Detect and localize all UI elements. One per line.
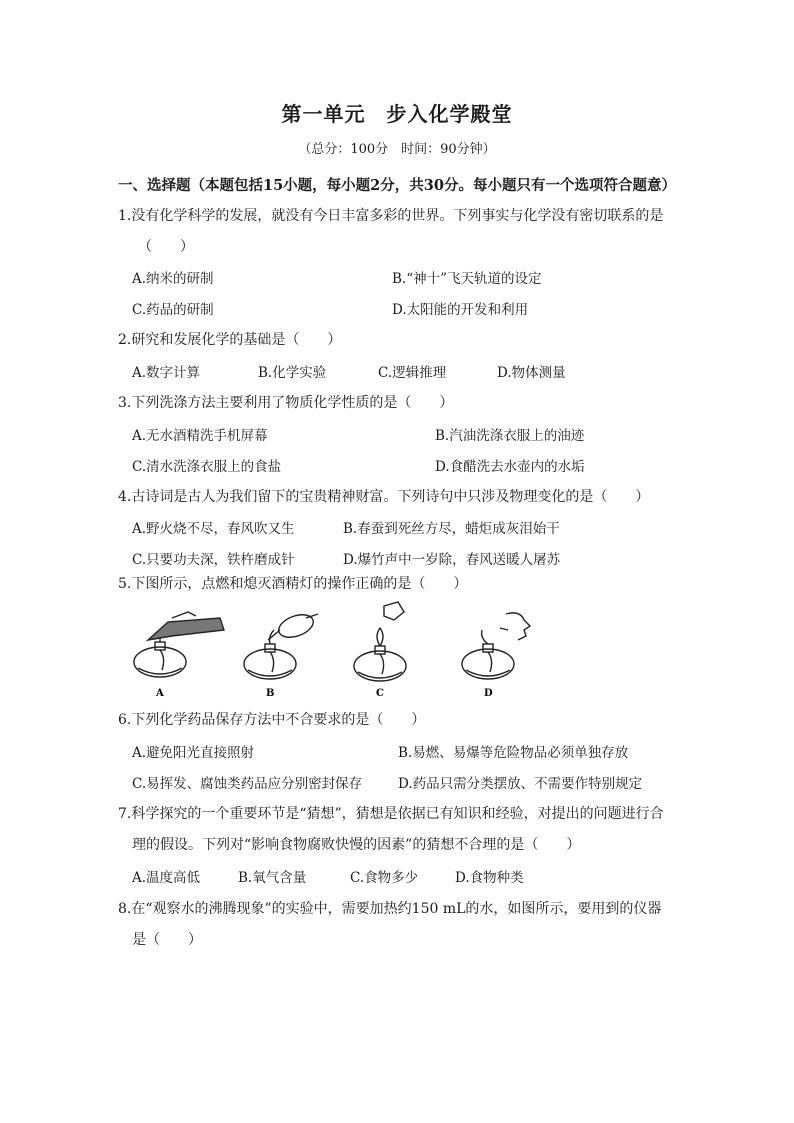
figure-label-b: B bbox=[266, 688, 275, 699]
figure-a-lamp-icon bbox=[134, 612, 224, 677]
question-4-stem: 4.古诗词是古人为我们留下的宝贵精神财富。下列诗句中只涉及物理变化的是（ ） bbox=[118, 489, 650, 505]
question-6-option-a: A.避免阳光直接照射 bbox=[132, 745, 255, 761]
figure-c-lamp-icon bbox=[354, 602, 406, 681]
question-8-stem-line1: 8.在“观察水的沸腾现象”的实验中，需要加热约150 mL的水，如图所示，要用到的仪器 bbox=[118, 901, 662, 917]
question-1-stem-line2: （ ） bbox=[138, 239, 194, 255]
question-7-stem-line2: 理的假设。下列对“影响食物腐败快慢的因素”的猜想不合理的是（ ） bbox=[132, 837, 581, 853]
question-6-stem: 6.下列化学药品保存方法中不合要求的是（ ） bbox=[118, 712, 426, 728]
question-3-option-a: A.无水酒精洗手机屏幕 bbox=[132, 428, 268, 444]
question-6-option-c: C.易挥发、腐蚀类药品应分别密封保存 bbox=[132, 776, 363, 792]
question-3-option-d: D.食醋洗去水壶内的水垢 bbox=[435, 459, 585, 475]
question-6-option-d: D.药品只需分类摆放、不需要作特别规定 bbox=[398, 776, 643, 792]
question-1-option-a: A.纳米的研制 bbox=[132, 271, 214, 287]
figure-label-c: C bbox=[376, 688, 384, 699]
question-1-option-b: B.“神十”飞天轨道的设定 bbox=[392, 271, 542, 287]
question-2-option-b: B.化学实验 bbox=[258, 365, 327, 381]
question-3-stem: 3.下列洗涤方法主要利用了物质化学性质的是（ ） bbox=[118, 395, 454, 411]
section-heading: 一、选择题（本题包括15小题，每小题2分，共30分。每小题只有一个选项符合题意） bbox=[118, 177, 676, 194]
question-7-option-a: A.温度高低 bbox=[132, 870, 201, 886]
alcohol-lamp-figure bbox=[128, 600, 538, 700]
question-7-option-c: C.食物多少 bbox=[350, 870, 419, 886]
question-7-option-d: D.食物种类 bbox=[455, 870, 524, 886]
figure-d-lamp-icon bbox=[462, 613, 530, 679]
question-1-stem-line1: 1.没有化学科学的发展，就没有今日丰富多彩的世界。下列事实与化学没有密切联系的是 bbox=[118, 208, 664, 224]
page-subtitle: （总分：100分 时间：90分钟） bbox=[298, 142, 496, 157]
figure-label-d: D bbox=[484, 688, 493, 699]
figure-label-a: A bbox=[156, 688, 164, 699]
question-2-stem: 2.研究和发展化学的基础是（ ） bbox=[118, 332, 342, 348]
question-2-option-a: A.数字计算 bbox=[132, 365, 201, 381]
question-1-option-c: C.药品的研制 bbox=[132, 302, 214, 318]
question-2-option-d: D.物体测量 bbox=[497, 365, 566, 381]
question-4-option-c: C.只要功夫深，铁杵磨成针 bbox=[132, 552, 295, 568]
question-1-option-d: D.太阳能的开发和利用 bbox=[392, 302, 529, 318]
question-4-option-d: D.爆竹声中一岁除，春风送暖人屠苏 bbox=[343, 552, 561, 568]
figure-b-lamp-icon bbox=[244, 610, 318, 679]
question-3-option-b: B.汽油洗涤衣服上的油迹 bbox=[435, 428, 585, 444]
question-4-option-b: B.春蚕到死丝方尽，蜡炬成灰泪始干 bbox=[343, 521, 560, 537]
question-6-option-b: B.易燃、易爆等危险物品必须单独存放 bbox=[398, 745, 629, 761]
question-7-stem-line1: 7.科学探究的一个重要环节是“猜想”，猜想是依据已有知识和经验，对提出的问题进行合 bbox=[118, 806, 664, 822]
question-7-option-b: B.氧气含量 bbox=[238, 870, 307, 886]
question-4-option-a: A.野火烧不尽，春风吹又生 bbox=[132, 521, 295, 537]
page-title: 第一单元 步入化学殿堂 bbox=[281, 102, 513, 126]
question-3-option-c: C.清水洗涤衣服上的食盐 bbox=[132, 459, 282, 475]
question-2-option-c: C.逻辑推理 bbox=[378, 365, 447, 381]
question-5-stem: 5.下图所示，点燃和熄灭酒精灯的操作正确的是（ ） bbox=[118, 576, 468, 592]
question-8-stem-line2: 是（ ） bbox=[132, 932, 202, 948]
